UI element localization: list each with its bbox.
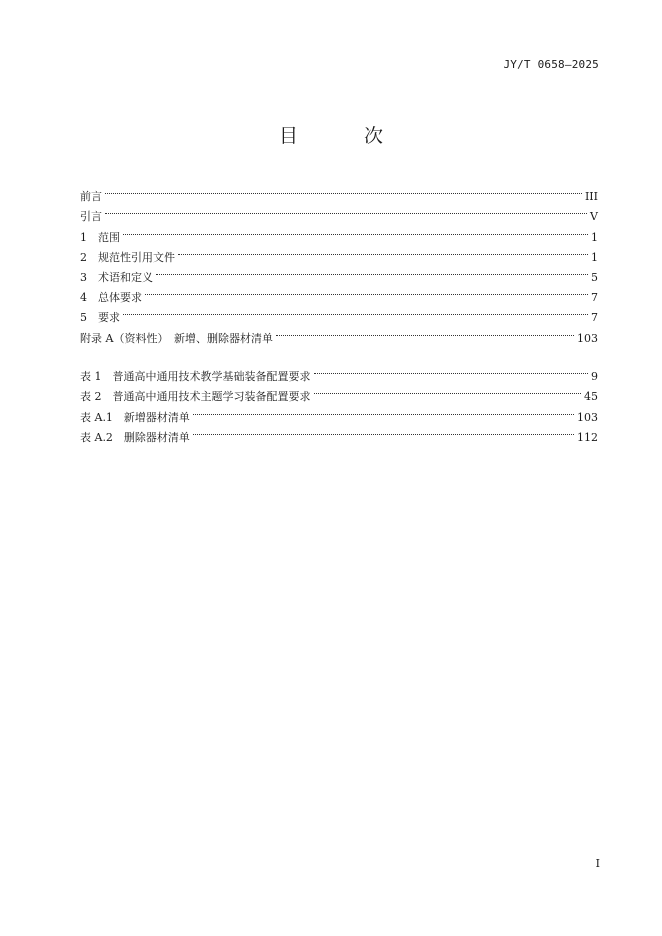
toc-entry-requirements[interactable] [80, 301, 598, 325]
toc-entry-page: III [584, 190, 598, 204]
table-entry-page: 103 [577, 410, 598, 424]
toc-entry-page: 5 [591, 270, 598, 284]
toc-dot-leader [123, 220, 588, 240]
toc-entry-label: 引言 [80, 210, 102, 224]
toc-entry-terms[interactable] [80, 261, 598, 284]
toc-entry-label: 前言 [80, 190, 102, 204]
table-entry-1[interactable] [80, 360, 598, 384]
table-entry-label: 表 A.1 新增器材清单 [80, 410, 190, 424]
toc-entry-label: 5 要求 [80, 311, 120, 325]
toc-entry-page: V [590, 210, 598, 224]
toc-entry-appendix-a[interactable] [80, 321, 598, 345]
toc-entry-page: 1 [591, 250, 598, 264]
toc-entry-label: 附录 A（资料性） 新增、删除器材清单 [80, 331, 273, 345]
standard-number: JY/T 0658—2025 [503, 58, 599, 71]
toc-entry-introduction[interactable] [80, 200, 598, 224]
toc-dot-leader [193, 421, 574, 441]
toc-entry-foreword[interactable] [80, 180, 598, 204]
table-entry-label: 表 A.2 删除器材清单 [80, 430, 190, 444]
toc-dot-leader [145, 281, 588, 301]
toc-entry-page: 7 [591, 311, 598, 325]
table-entry-label: 表 2 普通高中通用技术主题学习装备配置要求 [80, 390, 311, 404]
table-entry-page: 45 [584, 390, 598, 404]
table-entry-page: 112 [577, 430, 598, 444]
toc-dot-leader [314, 360, 589, 380]
page-number: I [595, 857, 600, 870]
toc-entry-label: 2 规范性引用文件 [80, 250, 175, 264]
toc-dot-leader [123, 301, 588, 321]
toc-dot-leader [156, 261, 588, 281]
toc-dot-leader [314, 380, 582, 400]
toc-entry-scope[interactable] [80, 220, 598, 244]
toc-dot-leader [276, 321, 574, 341]
table-list [80, 360, 598, 444]
toc-entry-normative-references[interactable] [80, 241, 598, 264]
toc-list [80, 180, 598, 345]
toc-entry-label: 3 术语和定义 [80, 270, 153, 284]
toc-dot-leader [193, 400, 574, 420]
toc-entry-label: 1 范围 [80, 230, 120, 244]
page-title: 目 次 [278, 125, 414, 147]
toc-dot-leader [178, 241, 588, 261]
table-entry-page: 9 [591, 370, 598, 384]
toc-dot-leader [105, 200, 587, 220]
toc-entry-general-requirements[interactable] [80, 281, 598, 305]
toc-entry-label: 4 总体要求 [80, 291, 142, 305]
table-entry-label: 表 1 普通高中通用技术教学基础装备配置要求 [80, 370, 311, 384]
toc-entry-page: 7 [591, 291, 598, 305]
toc-entry-page: 1 [591, 230, 598, 244]
toc-entry-page: 103 [577, 331, 598, 345]
toc-dot-leader [105, 180, 582, 200]
